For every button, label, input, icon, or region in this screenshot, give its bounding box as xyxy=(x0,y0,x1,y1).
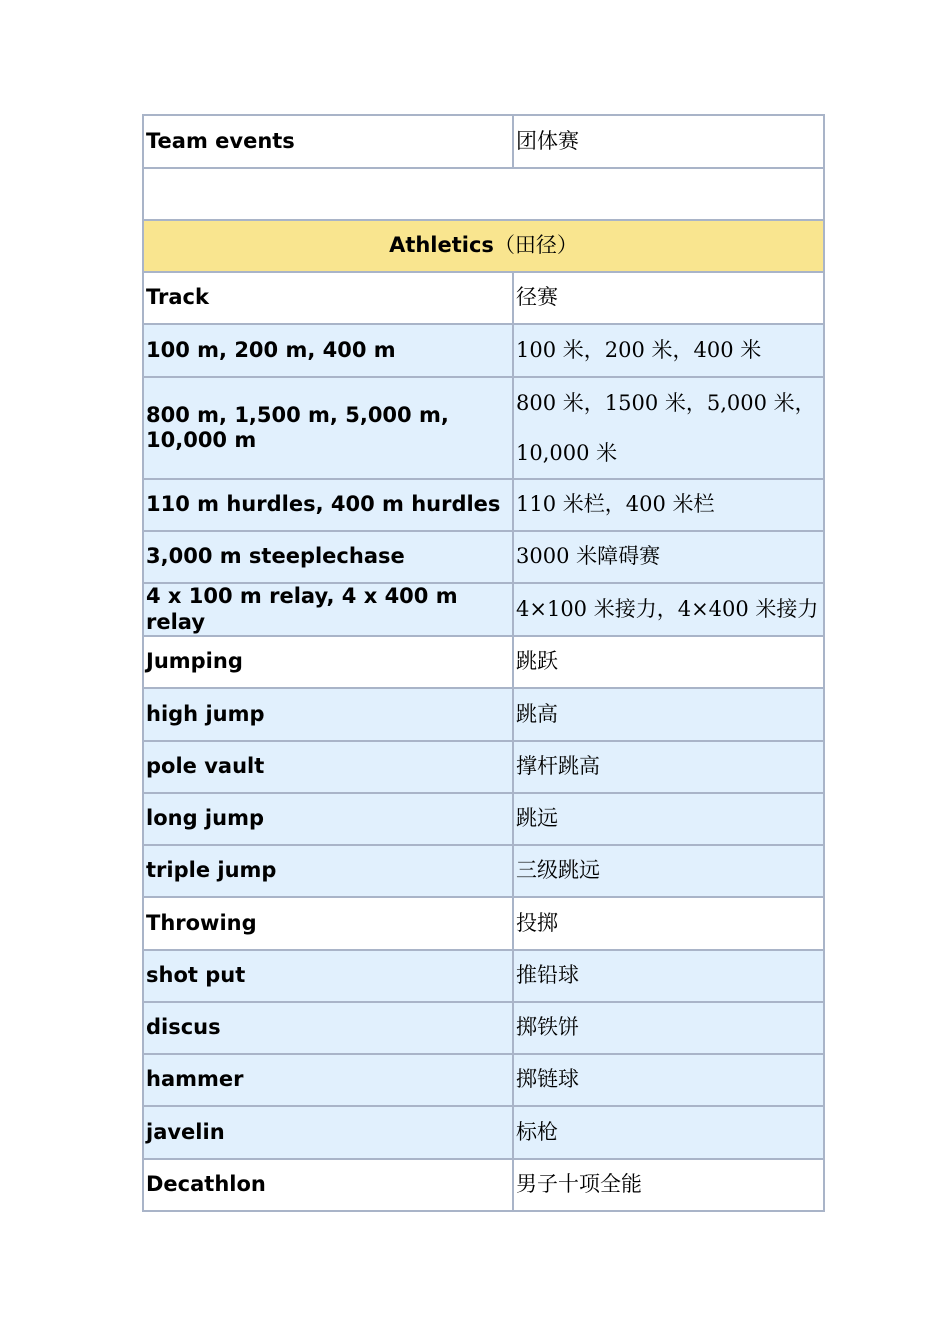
table-row xyxy=(143,1054,824,1106)
empty-cell xyxy=(143,168,824,220)
empty-row xyxy=(143,168,824,220)
term-chinese: 跳高 xyxy=(513,688,824,741)
term-english: hammer xyxy=(143,1054,513,1106)
term-english: high jump xyxy=(143,688,513,741)
term-english: shot put xyxy=(143,950,513,1002)
table-row xyxy=(143,1002,824,1054)
table-row xyxy=(143,845,824,897)
table-row xyxy=(143,115,824,168)
term-english: javelin xyxy=(143,1106,513,1159)
term-chinese: 推铅球 xyxy=(513,950,824,1002)
table-row xyxy=(143,1106,824,1159)
table-row xyxy=(143,741,824,793)
table-row xyxy=(143,272,824,324)
term-chinese: 撑杆跳高 xyxy=(513,741,824,793)
term-chinese: 三级跳远 xyxy=(513,845,824,897)
term-chinese: 投掷 xyxy=(513,897,824,950)
table-row xyxy=(143,583,824,636)
term-english: long jump xyxy=(143,793,513,845)
term-chinese: 100 米，200 米，400 米 xyxy=(513,324,824,377)
table-row xyxy=(143,531,824,583)
term-chinese: 标枪 xyxy=(513,1106,824,1159)
section-header-cell xyxy=(143,220,824,272)
term-english: triple jump xyxy=(143,845,513,897)
table-row xyxy=(143,897,824,950)
term-chinese: 掷链球 xyxy=(513,1054,824,1106)
term-chinese: 跳跃 xyxy=(513,636,824,688)
term-chinese: 掷铁饼 xyxy=(513,1002,824,1054)
term-english: 3,000 m steeplechase xyxy=(143,531,513,583)
section-header-row xyxy=(143,220,824,272)
term-english: 4 x 100 m relay, 4 x 400 m relay xyxy=(143,583,513,636)
table-row xyxy=(143,377,824,479)
term-chinese: 男子十项全能 xyxy=(513,1159,824,1211)
term-english: Team events xyxy=(143,115,513,168)
term-english: Throwing xyxy=(143,897,513,950)
term-english: discus xyxy=(143,1002,513,1054)
table-row xyxy=(143,793,824,845)
table-row xyxy=(143,324,824,377)
table-row xyxy=(143,688,824,741)
term-english: 800 m, 1,500 m, 5,000 m, 10,000 m xyxy=(143,377,513,479)
sports-glossary-table xyxy=(142,114,825,1212)
term-english: 110 m hurdles, 400 m hurdles xyxy=(143,479,513,531)
term-chinese: 径赛 xyxy=(513,272,824,324)
term-english: 100 m, 200 m, 400 m xyxy=(143,324,513,377)
term-english: pole vault xyxy=(143,741,513,793)
term-chinese: 800 米，1500 米，5,000 米，10,000 米 xyxy=(513,377,824,479)
term-english: Decathlon xyxy=(143,1159,513,1211)
term-chinese: 团体赛 xyxy=(513,115,824,168)
term-chinese: 跳远 xyxy=(513,793,824,845)
table-row xyxy=(143,1159,824,1211)
section-title: Athletics xyxy=(389,233,494,258)
term-chinese: 3000 米障碍赛 xyxy=(513,531,824,583)
term-chinese: 4×100 米接力，4×400 米接力 xyxy=(513,583,824,636)
term-english: Jumping xyxy=(143,636,513,688)
section-title-chinese: （田径） xyxy=(493,233,578,258)
table-row xyxy=(143,479,824,531)
table-row xyxy=(143,636,824,688)
table-row xyxy=(143,950,824,1002)
term-english: Track xyxy=(143,272,513,324)
term-chinese: 110 米栏，400 米栏 xyxy=(513,479,824,531)
